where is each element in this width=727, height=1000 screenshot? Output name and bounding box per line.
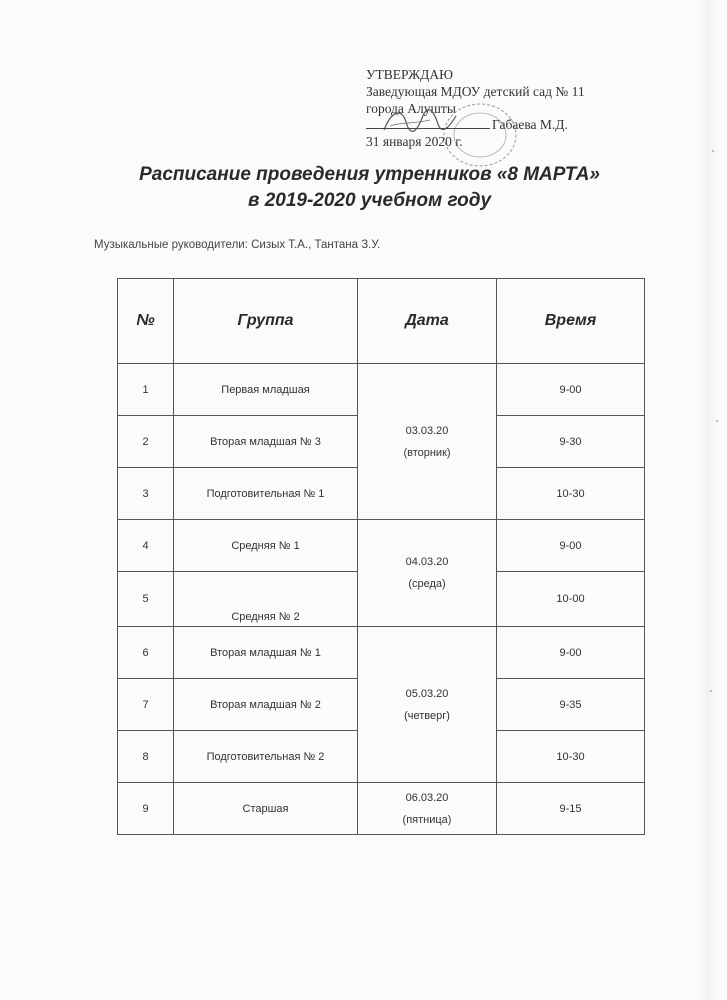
page-subtitle: в 2019-2020 учебном году [247, 190, 492, 211]
cell-time: 9-00 [497, 364, 645, 416]
table-row [118, 783, 645, 835]
table-header-row [118, 279, 645, 364]
cell-number: 5 [118, 572, 174, 627]
approval-date: 31 января 2020 г. [366, 134, 463, 149]
cell-group: Средняя № 1 [174, 520, 358, 572]
scan-speck [716, 420, 718, 422]
cell-date [358, 520, 497, 627]
date-value: 04.03.20 [405, 556, 449, 568]
cell-group: Подготовительная № 2 [174, 731, 358, 783]
date-value: 03.03.20 [405, 424, 449, 437]
cell-number: 7 [118, 679, 174, 731]
table-row [118, 520, 645, 572]
cell-number: 1 [118, 364, 174, 416]
cell-date [358, 783, 497, 835]
cell-date [358, 627, 497, 783]
header-time: Время [497, 279, 645, 364]
approval-heading: УТВЕРЖДАЮ [366, 67, 454, 82]
header-group: Группа [174, 279, 358, 364]
cell-time: 9-35 [497, 679, 645, 731]
cell-time: 9-00 [497, 520, 645, 572]
cell-group: Первая младшая [174, 364, 358, 416]
cell-time: 9-00 [497, 627, 645, 679]
cell-time: 10-30 [497, 468, 645, 520]
cell-number: 2 [118, 416, 174, 468]
date-weekday: (среда) [408, 578, 446, 590]
table-row [118, 364, 645, 416]
date-value: 05.03.20 [405, 687, 449, 700]
cell-group: Вторая младшая № 3 [174, 416, 358, 468]
header-number: № [118, 279, 174, 364]
cell-number: 6 [118, 627, 174, 679]
cell-time: 10-00 [497, 572, 645, 627]
signer-name: Габаева М.Д. [492, 117, 568, 132]
cell-group: Старшая [174, 783, 358, 835]
cell-time: 9-15 [497, 783, 645, 835]
cell-time: 10-30 [497, 731, 645, 783]
schedule-table [117, 278, 645, 835]
scan-shadow [700, 0, 720, 1000]
date-weekday: (четверг) [404, 709, 450, 722]
cell-number: 4 [118, 520, 174, 572]
cell-number: 8 [118, 731, 174, 783]
header-date: Дата [358, 279, 497, 364]
page-title: Расписание проведения утренников «8 МАРТА» [139, 164, 600, 185]
scan-speck [712, 150, 714, 152]
cell-group: Средняя № 2 [174, 572, 358, 627]
signature-line [366, 128, 490, 129]
approval-city: города Алушты [366, 101, 456, 116]
cell-number: 3 [118, 468, 174, 520]
cell-group: Вторая младшая № 1 [174, 627, 358, 679]
scan-speck [710, 690, 712, 692]
music-directors: Музыкальные руководители: Сизых Т.А., Тантана З.У. [94, 239, 381, 251]
date-value: 06.03.20 [405, 791, 449, 804]
cell-number: 9 [118, 783, 174, 835]
cell-date [358, 364, 497, 520]
date-weekday: (вторник) [403, 446, 451, 459]
table-row [118, 627, 645, 679]
cell-time: 9-30 [497, 416, 645, 468]
cell-group: Подготовительная № 1 [174, 468, 358, 520]
date-weekday: (пятница) [402, 813, 452, 826]
approval-position: Заведующая МДОУ детский сад № 11 [366, 84, 585, 99]
cell-group: Вторая младшая № 2 [174, 679, 358, 731]
